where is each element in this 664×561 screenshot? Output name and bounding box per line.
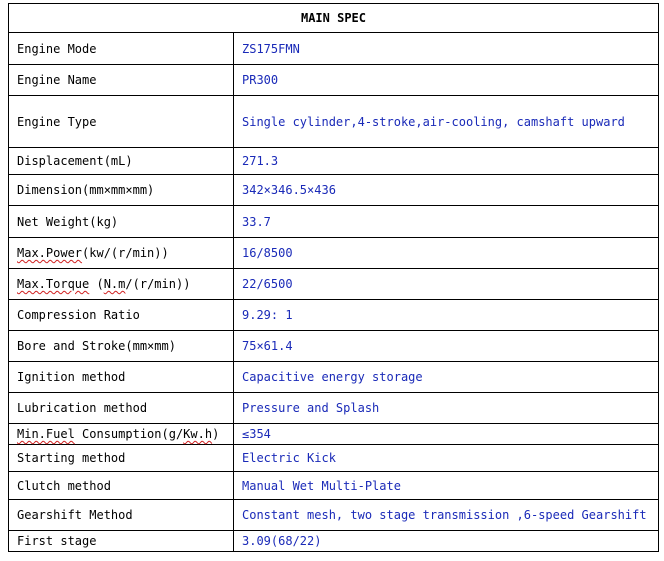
table-row <box>9 362 659 393</box>
table-row <box>9 238 659 269</box>
table-row <box>9 206 659 238</box>
table-row <box>9 331 659 362</box>
row-value: 3.09(68/22) <box>234 531 659 552</box>
row-label <box>9 424 234 445</box>
row-value: ZS175FMN <box>234 33 659 65</box>
table-row <box>9 96 659 148</box>
table-row <box>9 300 659 331</box>
table-row <box>9 33 659 65</box>
table-row <box>9 472 659 500</box>
spell-marked-text: N.m <box>103 277 126 291</box>
row-value: 22/6500 <box>234 269 659 300</box>
label-text: ( <box>89 277 104 291</box>
table-row <box>9 269 659 300</box>
row-value: 342×346.5×436 <box>234 175 659 206</box>
row-label: Engine Name <box>9 65 234 96</box>
row-value: Electric Kick <box>234 445 659 472</box>
table-row <box>9 175 659 206</box>
label-text: (kw/(r/min)) <box>82 246 169 260</box>
row-label: Net Weight(kg) <box>9 206 234 238</box>
row-value: PR300 <box>234 65 659 96</box>
row-value: Manual Wet Multi-Plate <box>234 472 659 500</box>
label-text: /(r/min)) <box>125 277 191 291</box>
row-value: Constant mesh, two stage transmission ,6-speed Gearshift <box>234 500 659 531</box>
table-row <box>9 500 659 531</box>
row-value: 271.3 <box>234 148 659 175</box>
row-value: Single cylinder,4-stroke,air-cooling, camshaft upward <box>234 96 659 148</box>
spell-marked-text: Max.Power <box>17 246 83 260</box>
row-label: Engine Mode <box>9 33 234 65</box>
row-value: 75×61.4 <box>234 331 659 362</box>
spell-marked-text: Max.Torque <box>17 277 90 291</box>
row-value: 33.7 <box>234 206 659 238</box>
table-row <box>9 445 659 472</box>
row-value: Capacitive energy storage <box>234 362 659 393</box>
table-row <box>9 424 659 445</box>
row-label: Lubrication method <box>9 393 234 424</box>
main-spec-table <box>8 3 659 552</box>
row-label: Engine Type <box>9 96 234 148</box>
row-value: 9.29: 1 <box>234 300 659 331</box>
spell-marked-text: Min.Fuel <box>17 427 75 441</box>
table-row <box>9 531 659 552</box>
label-text: Consumption(g/ <box>74 427 184 441</box>
row-label <box>9 238 234 269</box>
spell-marked-text: Kw.h <box>183 427 213 441</box>
row-label: Displacement(mL) <box>9 148 234 175</box>
row-label: Ignition method <box>9 362 234 393</box>
row-label <box>9 269 234 300</box>
row-label: Starting method <box>9 445 234 472</box>
table-title: MAIN SPEC <box>9 4 659 33</box>
label-text: ) <box>212 427 220 441</box>
row-value: ≤354 <box>234 424 659 445</box>
row-label: Clutch method <box>9 472 234 500</box>
table-title-row <box>9 4 659 33</box>
table-row <box>9 65 659 96</box>
row-label: Gearshift Method <box>9 500 234 531</box>
row-label: Bore and Stroke(mm×mm) <box>9 331 234 362</box>
row-value: 16/8500 <box>234 238 659 269</box>
row-value: Pressure and Splash <box>234 393 659 424</box>
row-label: Compression Ratio <box>9 300 234 331</box>
row-label: Dimension(mm×mm×mm) <box>9 175 234 206</box>
row-label: First stage <box>9 531 234 552</box>
table-row <box>9 148 659 175</box>
table-row <box>9 393 659 424</box>
